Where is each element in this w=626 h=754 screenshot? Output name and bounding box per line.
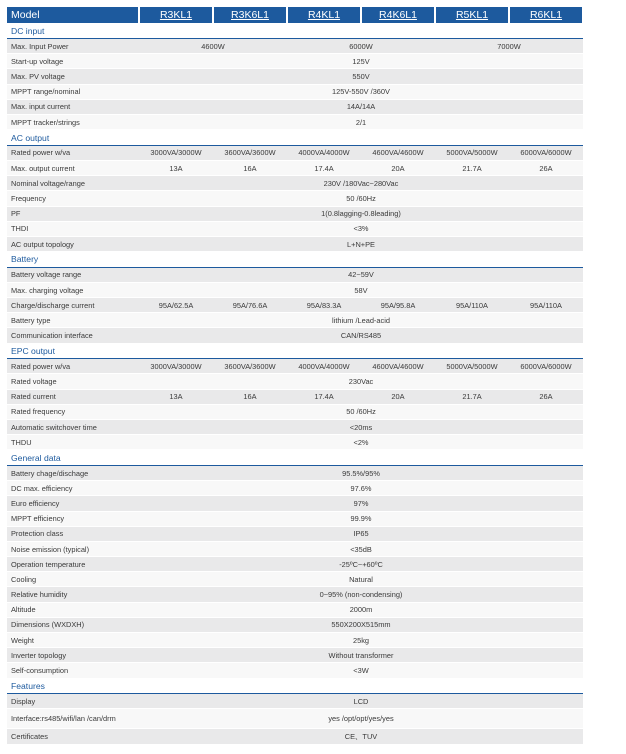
spec-value: 99.9% <box>139 511 583 526</box>
spec-label: MPPT efficiency <box>7 511 139 526</box>
spec-label: Weight <box>7 633 139 648</box>
spec-value: 0~95% (non-condensing) <box>139 587 583 602</box>
spec-row <box>7 221 583 236</box>
spec-value: 97.6% <box>139 481 583 496</box>
spec-label: Battery voltage range <box>7 267 139 282</box>
spec-value: 58V <box>139 282 583 297</box>
model-header: Model <box>7 7 139 23</box>
section-title: General data <box>7 450 583 466</box>
spec-label: Inverter topology <box>7 648 139 663</box>
spec-value: 4000VA/4000W <box>287 145 361 160</box>
spec-row <box>7 633 583 648</box>
spec-value: 95A/95.8A <box>361 298 435 313</box>
spec-label: Start-up voltage <box>7 54 139 69</box>
spec-label: Rated voltage <box>7 374 139 389</box>
spec-label: Max. output current <box>7 161 139 176</box>
model-name-r3kl1: R3KL1 <box>139 7 213 23</box>
section-title: Features <box>7 678 583 694</box>
spec-value: lithium /Lead-acid <box>139 313 583 328</box>
spec-label: Operation temperature <box>7 557 139 572</box>
spec-label: Rated power w/va <box>7 359 139 374</box>
section-header-row <box>7 450 583 466</box>
spec-value: CAN/RS485 <box>139 328 583 343</box>
section-header-row <box>7 678 583 694</box>
spec-row <box>7 481 583 496</box>
model-name-r3k6l1: R3K6L1 <box>213 7 287 23</box>
spec-value: 3600VA/3600W <box>213 359 287 374</box>
spec-value: <20ms <box>139 420 583 435</box>
spec-value: 95A/83.3A <box>287 298 361 313</box>
spec-row <box>7 69 583 84</box>
spec-label: Battery type <box>7 313 139 328</box>
spec-value: 3600VA/3600W <box>213 145 287 160</box>
header-row <box>7 7 583 23</box>
section-header-row <box>7 252 583 268</box>
spec-label: Communication interface <box>7 328 139 343</box>
spec-label: PF <box>7 206 139 221</box>
section-header-row <box>7 343 583 359</box>
spec-row <box>7 465 583 480</box>
spec-value: 1(0.8lagging-0.8leading) <box>139 206 583 221</box>
section-header-row <box>7 130 583 146</box>
model-name-r5kl1: R5KL1 <box>435 7 509 23</box>
spec-value: 4000VA/4000W <box>287 359 361 374</box>
spec-row <box>7 374 583 389</box>
spec-row <box>7 54 583 69</box>
spec-value: -25ºC~+60ºC <box>139 557 583 572</box>
spec-value: 95A/76.6A <box>213 298 287 313</box>
spec-label: Interface:rs485/wifi/lan /can/drm <box>7 709 139 729</box>
spec-label: Noise emission (typical) <box>7 541 139 556</box>
spec-label: MPPT range/nominal <box>7 84 139 99</box>
spec-label: Certificates <box>7 729 139 744</box>
spec-label: Max. charging voltage <box>7 282 139 297</box>
spec-row <box>7 236 583 251</box>
spec-label: Euro efficiency <box>7 496 139 511</box>
spec-value: Without transformer <box>139 648 583 663</box>
spec-label: Relative humidity <box>7 587 139 602</box>
spec-body <box>7 23 583 744</box>
spec-label: THDU <box>7 435 139 450</box>
spec-value: 5000VA/5000W <box>435 359 509 374</box>
spec-value: 95.5%/95% <box>139 465 583 480</box>
spec-value: 50 /60Hz <box>139 404 583 419</box>
spec-value: 20A <box>361 161 435 176</box>
spec-row <box>7 359 583 374</box>
spec-row <box>7 404 583 419</box>
spec-sheet <box>7 7 584 745</box>
spec-row <box>7 313 583 328</box>
spec-row <box>7 84 583 99</box>
spec-value: 14A/14A <box>139 99 583 114</box>
spec-label: Max. Input Power <box>7 39 139 54</box>
spec-value: 42~59V <box>139 267 583 282</box>
section-title: Battery <box>7 252 583 268</box>
spec-value: 95A/62.5A <box>139 298 213 313</box>
spec-value: 6000VA/6000W <box>509 359 583 374</box>
spec-row <box>7 541 583 556</box>
spec-value: 2000m <box>139 602 583 617</box>
spec-label: Self-consumption <box>7 663 139 678</box>
spec-row <box>7 526 583 541</box>
spec-row <box>7 435 583 450</box>
model-name-r4k6l1: R4K6L1 <box>361 7 435 23</box>
spec-value: 125V <box>139 54 583 69</box>
section-title: EPC output <box>7 343 583 359</box>
spec-label: Cooling <box>7 572 139 587</box>
spec-value: 3000VA/3000W <box>139 359 213 374</box>
spec-value: 20A <box>361 389 435 404</box>
spec-value: 550V <box>139 69 583 84</box>
spec-value: 125V-550V /360V <box>139 84 583 99</box>
spec-value: 13A <box>139 389 213 404</box>
spec-label: Automatic switchover time <box>7 420 139 435</box>
spec-row <box>7 694 583 709</box>
spec-row <box>7 99 583 114</box>
spec-value: 4600W <box>139 39 287 54</box>
spec-value: 550X200X515mm <box>139 617 583 632</box>
spec-value: Natural <box>139 572 583 587</box>
spec-value: 95A/110A <box>509 298 583 313</box>
spec-row <box>7 420 583 435</box>
spec-label: Max. input current <box>7 99 139 114</box>
spec-value: 97% <box>139 496 583 511</box>
spec-value: 21.7A <box>435 389 509 404</box>
section-header-row <box>7 23 583 39</box>
spec-value: 4600VA/4600W <box>361 359 435 374</box>
spec-value: <3% <box>139 221 583 236</box>
spec-label: Nominal voltage/range <box>7 176 139 191</box>
spec-label: Charge/discharge current <box>7 298 139 313</box>
spec-row <box>7 617 583 632</box>
spec-label: Protection class <box>7 526 139 541</box>
spec-row <box>7 572 583 587</box>
spec-value: 21.7A <box>435 161 509 176</box>
spec-row <box>7 557 583 572</box>
spec-value: 16A <box>213 161 287 176</box>
spec-value: 230Vac <box>139 374 583 389</box>
spec-row <box>7 161 583 176</box>
spec-value: 7000W <box>435 39 583 54</box>
spec-label: MPPT tracker/strings <box>7 115 139 130</box>
spec-value: LCD <box>139 694 583 709</box>
spec-value: 50 /60Hz <box>139 191 583 206</box>
spec-row <box>7 206 583 221</box>
spec-value: 230V /180Vac~280Vac <box>139 176 583 191</box>
spec-value: 16A <box>213 389 287 404</box>
spec-row <box>7 39 583 54</box>
model-name-r6kl1: R6KL1 <box>509 7 583 23</box>
spec-row <box>7 389 583 404</box>
spec-value: 13A <box>139 161 213 176</box>
section-title: DC input <box>7 23 583 39</box>
spec-value: 17.4A <box>287 161 361 176</box>
spec-value: <35dB <box>139 541 583 556</box>
spec-label: AC output topology <box>7 236 139 251</box>
spec-value: 5000VA/5000W <box>435 145 509 160</box>
spec-value: yes /opt/opt/yes/yes <box>139 709 583 729</box>
spec-label: Altitude <box>7 602 139 617</box>
spec-row <box>7 511 583 526</box>
spec-row <box>7 328 583 343</box>
spec-value: 95A/110A <box>435 298 509 313</box>
spec-label: Rated power w/va <box>7 145 139 160</box>
spec-row <box>7 267 583 282</box>
spec-label: THDI <box>7 221 139 236</box>
model-name-r4kl1: R4KL1 <box>287 7 361 23</box>
spec-row <box>7 663 583 678</box>
spec-value: 26A <box>509 389 583 404</box>
spec-row <box>7 648 583 663</box>
spec-value: 3000VA/3000W <box>139 145 213 160</box>
spec-table <box>7 7 584 745</box>
spec-value: 6000VA/6000W <box>509 145 583 160</box>
spec-row <box>7 145 583 160</box>
spec-label: DC max. efficiency <box>7 481 139 496</box>
spec-value: CE、TUV <box>139 729 583 744</box>
spec-row <box>7 115 583 130</box>
spec-row <box>7 176 583 191</box>
spec-label: Display <box>7 694 139 709</box>
spec-row <box>7 729 583 744</box>
spec-value: L+N+PE <box>139 236 583 251</box>
spec-value: 6000W <box>287 39 435 54</box>
spec-value: 4600VA/4600W <box>361 145 435 160</box>
spec-label: Rated frequency <box>7 404 139 419</box>
spec-row <box>7 709 583 729</box>
spec-label: Battery chage/dischage <box>7 465 139 480</box>
spec-row <box>7 496 583 511</box>
spec-value: 26A <box>509 161 583 176</box>
spec-label: Max. PV voltage <box>7 69 139 84</box>
spec-row <box>7 282 583 297</box>
spec-value: <2% <box>139 435 583 450</box>
spec-value: <3W <box>139 663 583 678</box>
spec-value: 17.4A <box>287 389 361 404</box>
section-title: AC output <box>7 130 583 146</box>
spec-label: Rated current <box>7 389 139 404</box>
spec-row <box>7 298 583 313</box>
spec-row <box>7 587 583 602</box>
spec-label: Dimensions (WXDXH) <box>7 617 139 632</box>
spec-row <box>7 191 583 206</box>
spec-row <box>7 602 583 617</box>
spec-value: 2/1 <box>139 115 583 130</box>
spec-value: 25kg <box>139 633 583 648</box>
spec-value: IP65 <box>139 526 583 541</box>
spec-label: Frequency <box>7 191 139 206</box>
